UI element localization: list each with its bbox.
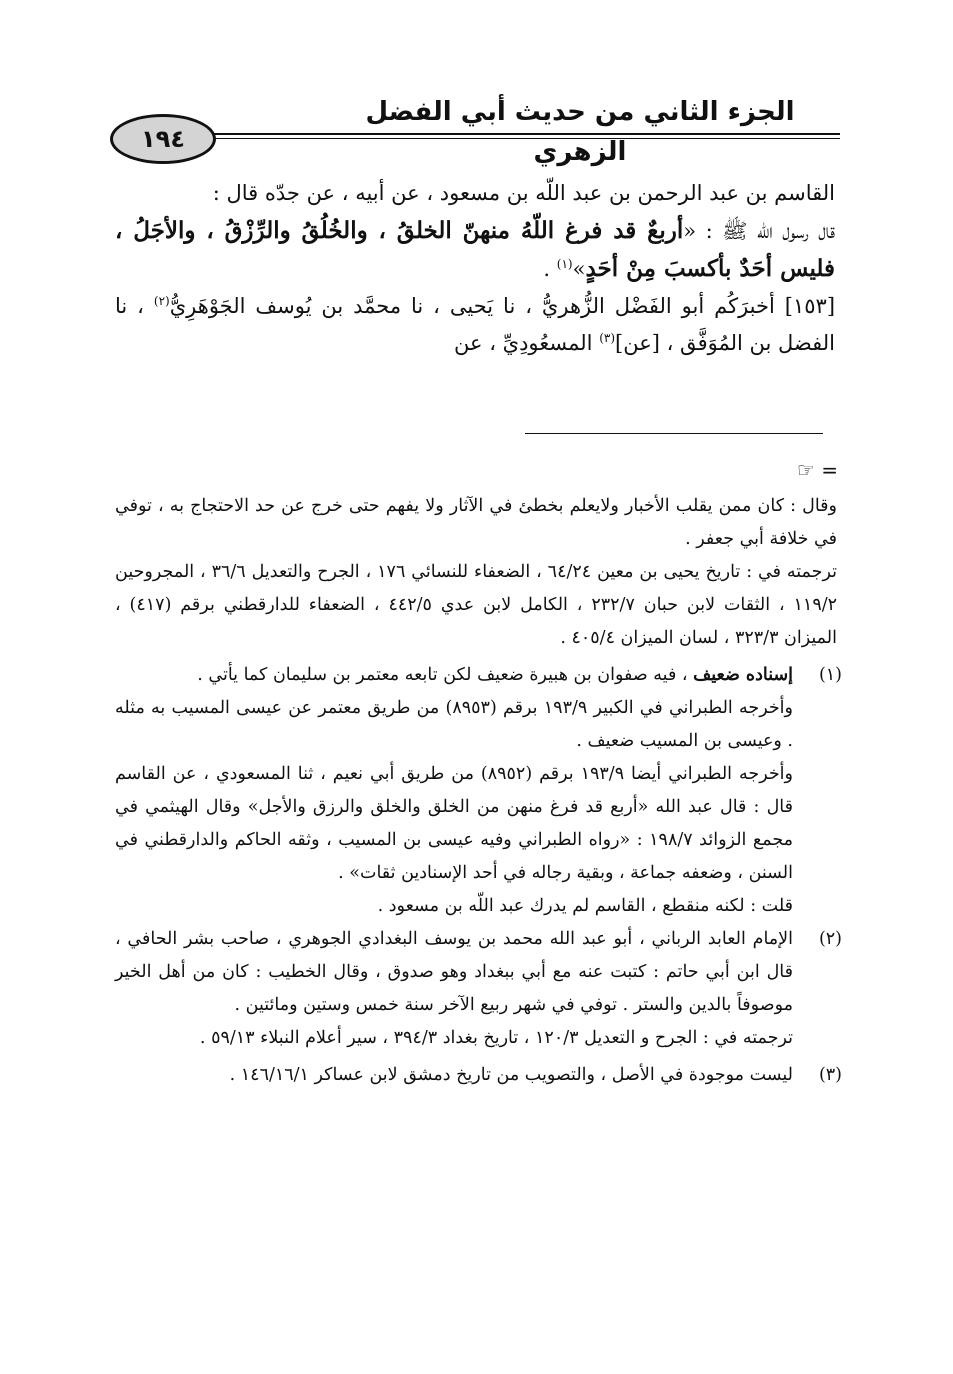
hadith-intro: قال رسول اللّه ﷺ : «	[683, 219, 836, 243]
running-header	[110, 92, 840, 167]
hadith-close: »	[572, 257, 586, 281]
main-text	[115, 175, 835, 362]
header-rule	[205, 133, 840, 135]
footnote-ref-1[interactable]: (١)	[556, 257, 573, 271]
running-title: الجزء الثاني من حديث أبي الفضل الزهري	[365, 97, 795, 167]
footnote-ref-2[interactable]: (٢)	[153, 294, 170, 308]
footnote-number: (٣)	[818, 1065, 842, 1085]
footnotes	[115, 490, 842, 1092]
footnote-1: (١) إسناده ضعيف ، فيه صفوان بن هبيرة ضعيف لكن تابعه معتمر بن سليمان كما يأتي . وأخرجه الطبراني في الكبير ١٩٣/٩ برقم (٨٩٥٣) من طريق معتمر عن عيسى المسيب به مثله . وعيسى بن المسيب ضعيف . وأخرجه الطبراني أيضا ١٩٣/٩ برقم (٨٩٥٢) من طريق أبي نعيم ، ثنا المسعودي ، عن القاسم قال : قال عبد الله «أربع قد فرغ منهن من الخلق والخلق والرزق والأجل» وقال الهيثمي في مجمع الزوائد ١٩٨/٧ : «رواه الطبراني وفيه عيسى بن المسيب ، وثقه الحاكم والدارقطني في السنن ، وضعفه جماعة ، وبقية رجاله في أحد الإسنادين ثقات» . قلت : لكنه منقطع ، القاسم لم يدرك عبد اللّه بن مسعود .	[115, 659, 837, 923]
hadith-text: أربعٌ قد فرغ اللّهُ منهنّ الخلقُ ، والخُلُقُ والرِّزْقُ ، والأجَلُ ، فليس أحَدٌ بأكسبَ مِنْ أحَدٍ	[115, 217, 835, 282]
continuation-mark: = ☞	[796, 458, 838, 482]
isnad-paragraph: [١٥٣] أخبرَكُم أبو الفَضْل الزُّهريُّ ، نا يَحيى ، نا محمَّد بن يُوسف الجَوْهَرِيُّ$^{(٢)}$ ، نا الفضل بن المُوَفَّق ، [عن]$^{(٣)}$ المسعُودِيِّ ، عن	[115, 294, 836, 355]
main-line-1: القاسم بن عبد الرحمن بن عبد اللّه بن مسعود ، عن أبيه ، عن جدّه قال :	[212, 181, 835, 205]
hadith-paragraph: قال رسول اللّه ﷺ : «أربعٌ قد فرغ اللّهُ منهنّ الخلقُ ، والخُلُقُ والرِّزْقُ ، والأجَلُ ، فليس أحَدٌ بأكسبَ مِنْ أحَدٍ»$^{(١)}$ .	[115, 217, 836, 282]
header-rule-thin	[205, 138, 840, 139]
footnote-number: (١)	[818, 665, 842, 685]
footnote-2: (٢) الإمام العابد الرباني ، أبو عبد الله محمد بن يوسف البغدادي الجوهري ، صاحب بشر الحافي ، قال ابن أبي حاتم : كتبت عنه مع أبي ببغداد وهو صدوق ، وقال الخطيب : كان من أهل الخير موصوفاً بالدين والستر . توفي في شهر ربيع الآخر سنة خمس وستين ومائتين . ترجمته في : الجرح و التعديل ١٢٠/٣ ، تاريخ بغداد ٣٩٤/٣ ، سير أعلام النبلاء ٥٩/١٣ .	[115, 923, 837, 1055]
footnote-ref-3[interactable]: (٣)	[599, 331, 616, 345]
footnote-continuation: وقال : كان ممن يقلب الأخبار ولايعلم بخطئ في الآثار ولا يفهم حتى خرج عن حد الاحتجاج به ، توفي في خلافة أبي جعفر . ترجمته في : تاريخ يحيى بن معين ٦٤/٢٤ ، الضعفاء للنسائي ١٧٦ ، الجرح والتعديل ٣٦/٦ ، المجروحين ١١٩/٢ ، الثقات لابن حبان ٢٣٢/٧ ، الكامل لابن عدي ٤٤٢/٥ ، الضعفاء للدارقطني برقم (٤١٧) ، الميزان ٣٢٣/٣ ، لسان الميزان ٤٠٥/٤ .	[115, 496, 838, 648]
footnote-number: (٢)	[818, 929, 842, 949]
footnote-3: (٣) ليست موجودة في الأصل ، والتصويب من تاريخ دمشق لابن عساكر ١٤٦/١٦/١ .	[115, 1059, 837, 1092]
footnote-separator	[525, 433, 823, 434]
page-number-badge: ١٩٤	[110, 114, 216, 164]
